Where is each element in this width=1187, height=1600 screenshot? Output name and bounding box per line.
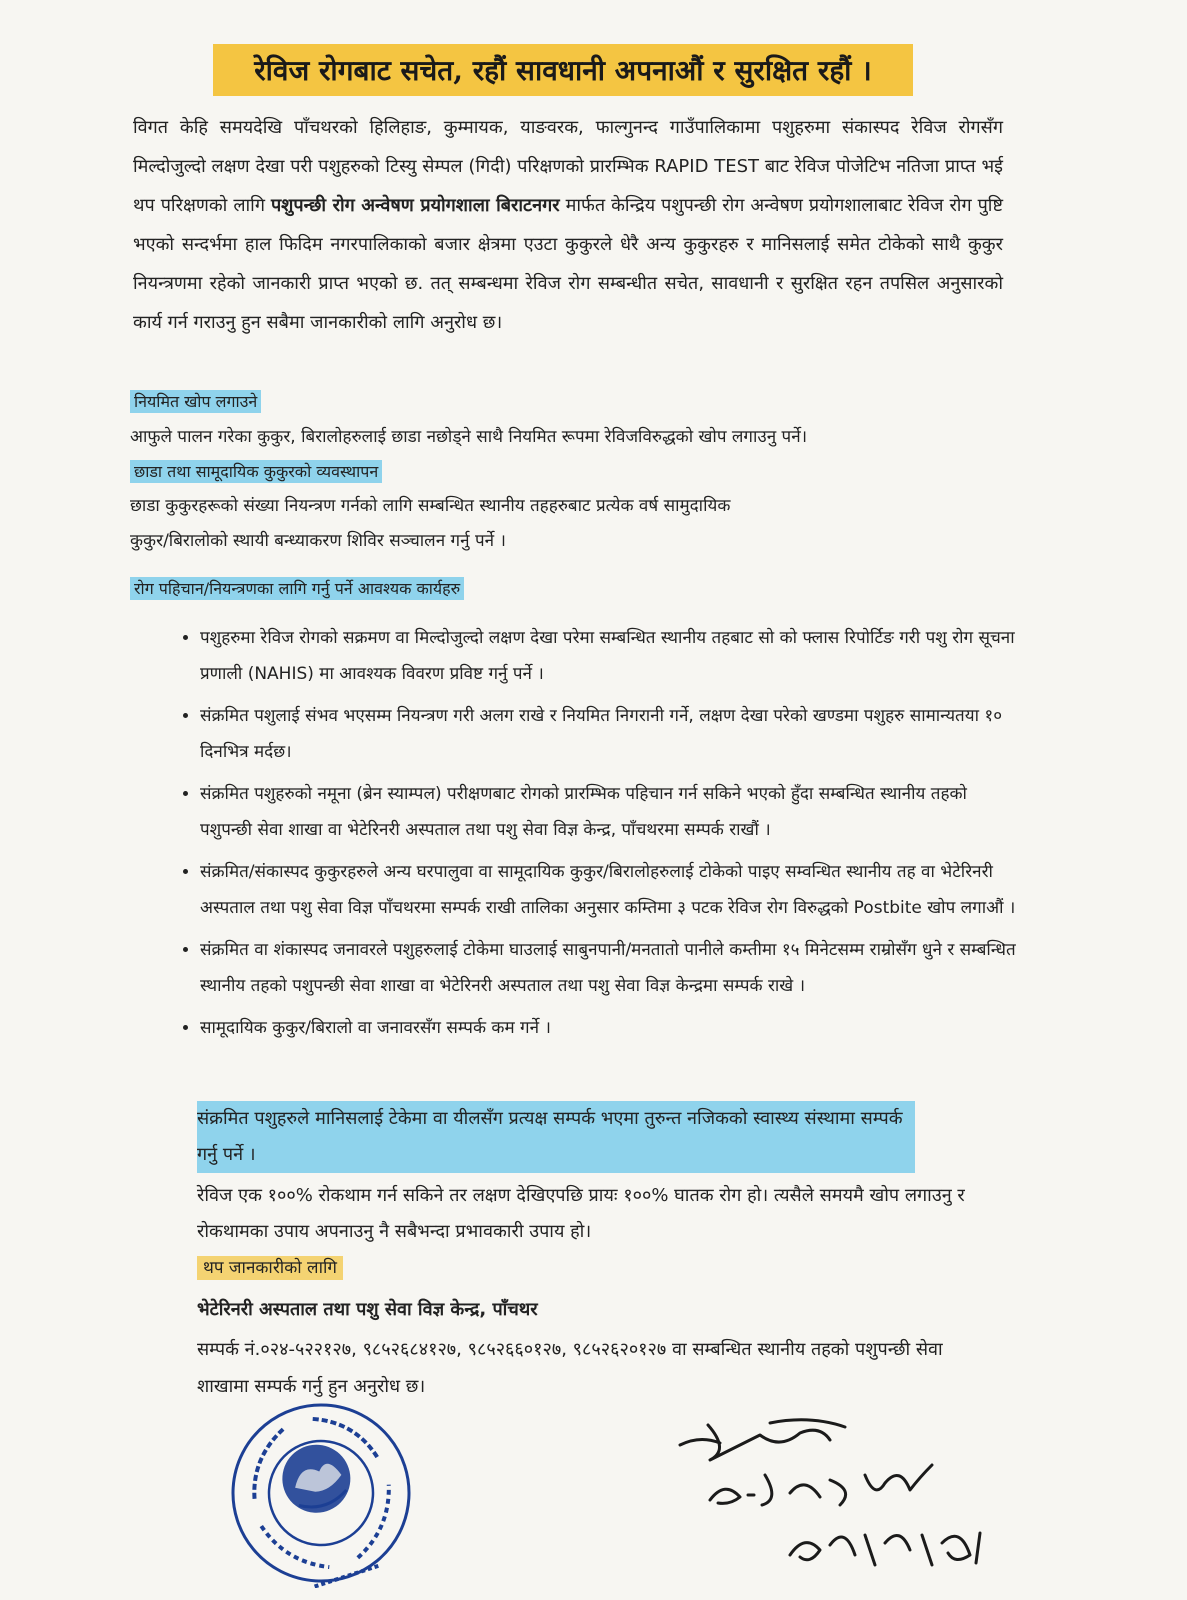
list-item: • संक्रमित पशुलाई संभव भएसम्म नियन्त्रण गरी अलग राखे र नियमित निगरानी गर्ने, लक्षण देखा परेको खण्डमा पशुहरु सामान्यतया १० दिनभित्र मर्दछ। [200,698,1020,770]
section-text-stray-dogs-2: कुकुर/बिरालोको स्थायी बन्ध्याकरण शिविर सञ्चालन गर्नु पर्ने । [130,531,506,551]
intro-lab-name: पशुपन्छी रोग अन्वेषण प्रयोगशाला बिराटनगर [270,195,560,216]
handwritten-signature [670,1405,1000,1575]
more-info-heading-label: थप जानकारीको लागि [197,1256,343,1280]
section-heading-disease-control [130,577,464,601]
section-heading-stray-dogs-label: छाडा तथा सामूदायिक कुकुरको व्यवस्थापन [130,460,382,483]
notice-title: रेविज रोगबाट सचेत, रहौं सावधानी अपनाऔं र सुरक्षित रहौं । [213,44,913,96]
office-seal-stamp [226,1398,416,1588]
contact-info: सम्पर्क नं.०२४-५२२१२७, ९८५२६८४१२७, ९८५२६६०१२७, ९८५२६२०१२७ वा सम्बन्धित स्थानीय तहको पशुपन्छी सेवा शाखामा सम्पर्क गर्नु हुन अनुरोध छ। [197,1339,943,1397]
section-text-vaccination: आफुले पालन गरेका कुकुर, बिरालोहरुलाई छाडा नछोड्ने साथै नियमित रूपमा रेविजविरुद्धको खोप लगाउनु पर्ने। [130,427,808,447]
intro-text-2: मार्फत केन्द्रिय पशुपन्छी रोग अन्वेषण प्रयोगशालाबाट रेविज रोग पुष्टि भएको सन्दर्भमा हाल फिदिम नगरपालिकाको बजार क्षेत्रमा एउटा कुकुरले धेरै अन्य कुकुरहरु र मानिसलाई समेत टोकेको साथै कुकुर नियन्त्रणमा रहेको जानकारी प्राप्त भएको छ. तत् सम्बन्धमा रेविज रोग सम्बन्धीत सचेत, सावधानी र सुरक्षित रहन तपसिल अनुसारको कार्य गर्न गराउनु हुन सबैमा जानकारीको लागि अनुरोध छ। [133,195,1003,333]
section-text-stray-dogs-1: छाडा कुकुरहरूको संख्या नियन्त्रण गर्नको लागि सम्बन्धित स्थानीय तहहरुबाट प्रत्येक वर्ष सामुदायिक [130,496,731,516]
list-item: • संक्रमित पशुहरुको नमूना (ब्रेन स्याम्पल) परीक्षणबाट रोगको प्रारम्भिक पहिचान गर्न सकिने भएको हुँदा सम्बन्धित स्थानीय तहको पशुपन्छी सेवा शाखा वा भेटेरिनरी अस्पताल तथा पशु सेवा विज्ञ केन्द्र, पाँचथरमा सम्पर्क राखौं । [200,776,1020,848]
office-name: भेटेरिनरी अस्पताल तथा पशु सेवा विज्ञ केन्द्र, पाँचथर [197,1299,538,1320]
human-contact-warning: संक्रमित पशुहरुले मानिसलाई टेकेमा वा यीलसँग प्रत्यक्ष सम्पर्क भएमा तुरुन्त नजिकको स्वास्थ्य संस्थामा सम्पर्क गर्नु पर्ने । [197,1101,915,1173]
section-heading-stray-dogs [130,460,382,484]
list-item: • संक्रमित वा शंकास्पद जनावरले पशुहरुलाई टोकेमा घाउलाई साबुनपानी/मनतातो पानीले कम्तीमा १५ मिनेटसम्म राम्रोसँग धुने र सम्बन्धित स्थानीय तहको पशुपन्छी सेवा शाखा वा भेटेरिनरी अस्पताल तथा पशु सेवा विज्ञ केन्द्रमा सम्पर्क राखे । [200,932,1020,1004]
intro-paragraph [133,108,1003,342]
control-actions-list [160,620,1020,1052]
more-info-heading [197,1254,343,1282]
list-item: • सामूदायिक कुकुर/बिरालो वा जनावरसँग सम्पर्क कम गर्ने । [200,1010,1020,1046]
list-item: • पशुहरुमा रेविज रोगको सक्रमण वा मिल्दोजुल्दो लक्षण देखा परेमा सम्बन्धित स्थानीय तहबाट सो को फ्लास रिपोर्टिङ गरी पशु रोग सूचना प्रणाली (NAHIS) मा आवश्यक विवरण प्रविष्ट गर्नु पर्ने । [200,620,1020,692]
section-heading-disease-control-label: रोग पहिचान/नियन्त्रणका लागि गर्नु पर्ने आवश्यक कार्यहरु [130,577,464,600]
intro-text-1: विगत केहि समयदेखि पाँचथरको हिलिहाङ, कुम्मायक, याङवरक, फाल्गुनन्द गाउँपालिकामा पशुहरुमा संकास्पद रेविज रोगसँग मिल्दोजुल्दो लक्षण देखा परी पशुहरुको टिस्यु सेम्पल (गिदी) परिक्षणको प्रारम्भिक RAPID TEST बाट रेविज पोजेटिभ नतिजा प्राप्त भई थप परिक्षणको लागि [133,117,1003,216]
section-heading-vaccination [130,390,261,414]
list-item: • संक्रमित/संकास्पद कुकुरहरुले अन्य घरपालुवा वा सामूदायिक कुकुर/बिरालोहरुलाई टोकेको पाइए सम्वन्धित स्थानीय तह वा भेटेरिनरी अस्पताल तथा पशु सेवा विज्ञ पाँचथरमा सम्पर्क राखी तालिका अनुसार कम्तिमा ३ पटक रेविज रोग विरुद्धको Postbite खोप लगाऔं । [200,854,1020,926]
section-heading-vaccination-label: नियमित खोप लगाउने [130,390,261,413]
closing-statement: रेविज एक १००% रोकथाम गर्न सकिने तर लक्षण देखिएपछि प्रायः १००% घातक रोग हो। त्यसैले समयमै खोप लगाउनु र रोकथामका उपाय अपनाउनु नै सबैभन्दा प्रभावकारी उपाय हो। [197,1185,965,1242]
